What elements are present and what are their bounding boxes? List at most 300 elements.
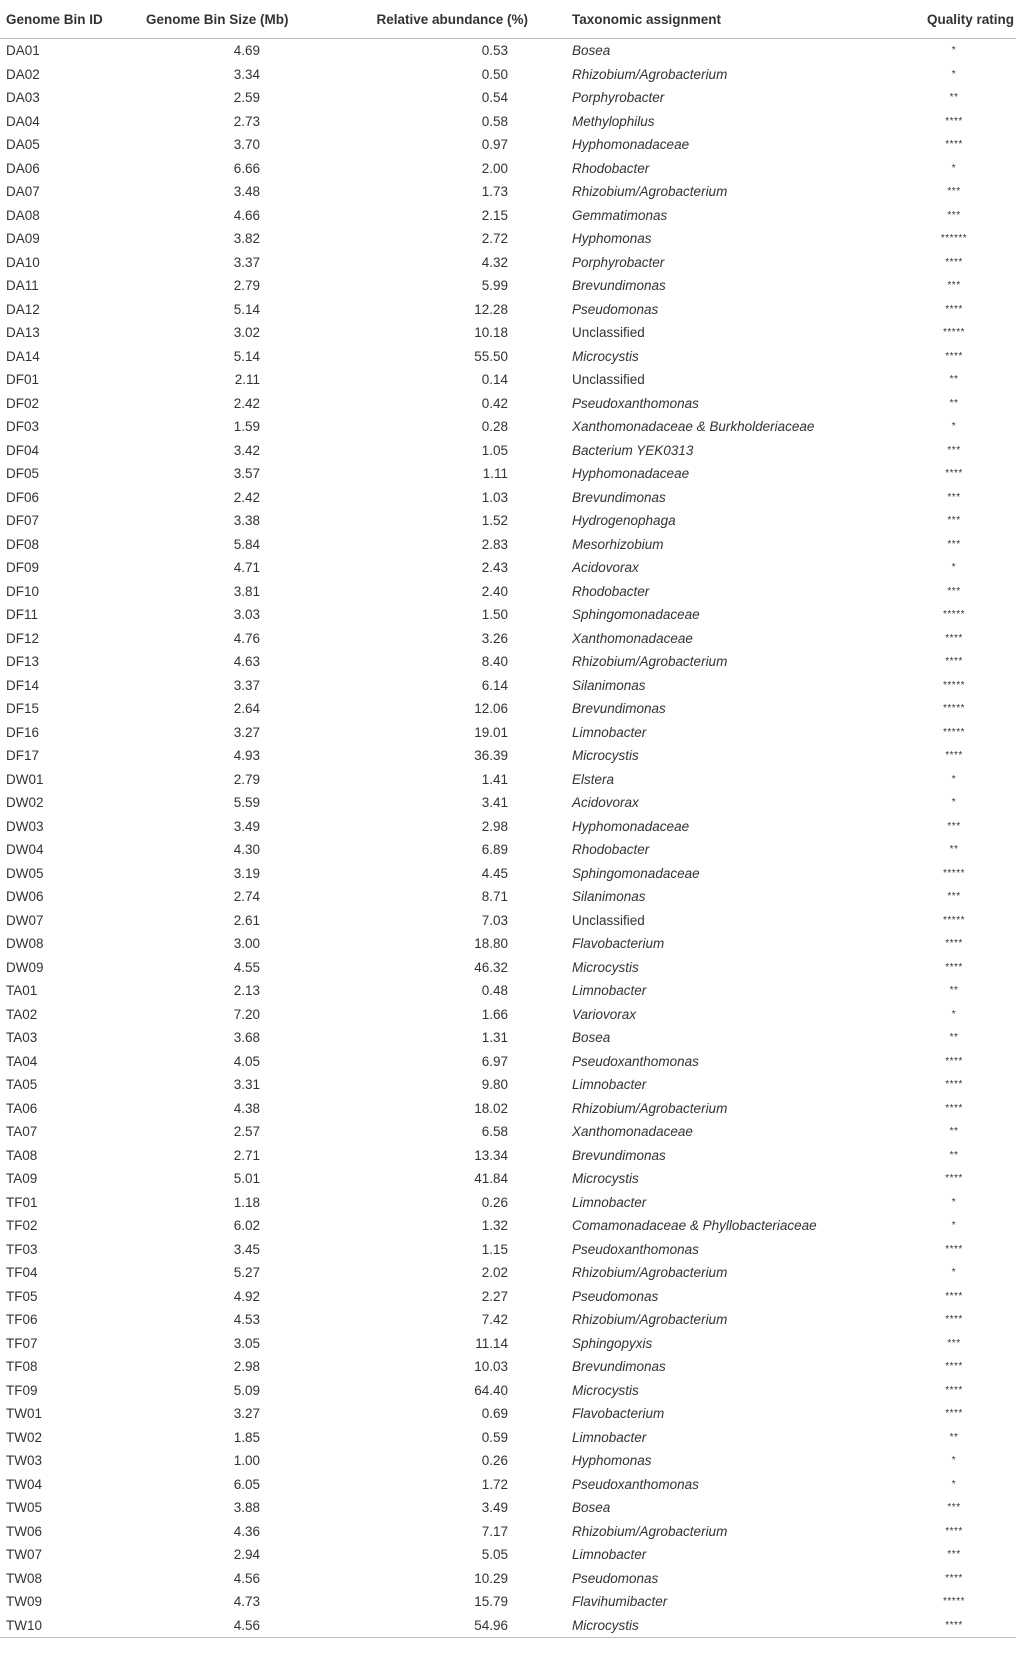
cell-genome-bin-id: TW04: [6, 1476, 43, 1492]
cell-taxonomic-assignment: Porphyrobacter: [572, 90, 665, 105]
cell-genome-bin-id: TW05: [6, 1500, 43, 1515]
cell-genome-bin-id: DA03: [6, 90, 40, 105]
table-row: [0, 1191, 1016, 1215]
cell-genome-bin-size: 2.64: [233, 701, 260, 716]
cell-relative-abundance: 0.28: [481, 419, 508, 434]
cell-genome-bin-id: DW08: [6, 936, 44, 951]
cell-genome-bin-id: TF08: [6, 1359, 38, 1374]
cell-taxonomic-assignment: Limnobacter: [572, 1547, 647, 1562]
table-row: [0, 1308, 1016, 1332]
cell-taxonomic-assignment: Unclassified: [572, 912, 645, 928]
cell-genome-bin-size: 5.27: [233, 1265, 260, 1280]
cell-quality-rating: ****: [945, 1102, 963, 1114]
table-row: [0, 63, 1016, 87]
cell-genome-bin-id: DA02: [6, 66, 40, 82]
table-row: [0, 251, 1016, 275]
table-row: [0, 1261, 1016, 1285]
table-row: [0, 1567, 1016, 1591]
cell-taxonomic-assignment: Hyphomonas: [572, 231, 652, 246]
table-row: [0, 368, 1016, 392]
table-row: [0, 909, 1016, 933]
table-row: [0, 321, 1016, 345]
cell-taxonomic-assignment: Pseudoxanthomonas: [572, 395, 699, 411]
cell-relative-abundance: 46.32: [474, 959, 508, 975]
cell-genome-bin-size: 2.79: [233, 771, 260, 787]
cell-taxonomic-assignment: Gemmatimonas: [572, 207, 668, 223]
cell-taxonomic-assignment: Rhizobium/Agrobacterium: [572, 654, 728, 669]
cell-quality-rating: ****: [945, 1055, 963, 1067]
cell-quality-rating: ***: [947, 1337, 961, 1349]
table-row: [0, 274, 1016, 298]
table-row: [0, 580, 1016, 604]
cell-taxonomic-assignment: Brevundimonas: [572, 701, 666, 716]
cell-genome-bin-id: TW09: [6, 1594, 43, 1609]
cell-taxonomic-assignment: Bacterium YEK0313: [572, 442, 694, 458]
cell-quality-rating: *****: [943, 726, 965, 738]
cell-genome-bin-id: TW03: [6, 1453, 43, 1468]
cell-genome-bin-size: 2.73: [233, 113, 260, 129]
cell-relative-abundance: 0.42: [481, 395, 508, 411]
cell-genome-bin-size: 6.02: [233, 1218, 260, 1233]
cell-quality-rating: ***: [947, 186, 961, 197]
cell-taxonomic-assignment: Rhodobacter: [572, 842, 650, 857]
cell-quality-rating: ***: [947, 538, 961, 550]
cell-quality-rating: ****: [945, 1572, 963, 1584]
table-row: [0, 133, 1016, 157]
cell-relative-abundance: 4.45: [481, 865, 508, 881]
cell-relative-abundance: 1.73: [481, 184, 508, 199]
cell-taxonomic-assignment: Unclassified: [572, 372, 645, 387]
cell-genome-bin-id: TA03: [6, 1030, 38, 1045]
table-row: [0, 1402, 1016, 1426]
cell-quality-rating: *****: [943, 1596, 965, 1607]
table-row: [0, 603, 1016, 627]
table-row: [0, 627, 1016, 651]
cell-genome-bin-size: 5.14: [233, 301, 260, 317]
cell-taxonomic-assignment: Rhodobacter: [572, 583, 650, 599]
cell-genome-bin-id: TF03: [6, 1241, 38, 1257]
cell-genome-bin-size: 2.11: [234, 372, 260, 387]
cell-taxonomic-assignment: Brevundimonas: [572, 489, 666, 505]
cell-quality-rating: ****: [945, 1525, 963, 1537]
cell-genome-bin-size: 3.27: [233, 1406, 260, 1421]
cell-taxonomic-assignment: Hyphomonadaceae: [572, 466, 690, 481]
table-row: [0, 1214, 1016, 1238]
cell-taxonomic-assignment: Hyphomonadaceae: [572, 818, 690, 834]
cell-genome-bin-id: DA12: [6, 301, 40, 317]
cell-genome-bin-id: DA05: [6, 137, 40, 152]
table-row: [0, 1355, 1016, 1379]
cell-relative-abundance: 12.06: [474, 701, 508, 716]
cell-genome-bin-size: 4.05: [233, 1053, 260, 1069]
cell-genome-bin-size: 3.19: [233, 865, 260, 881]
cell-genome-bin-id: DA04: [6, 113, 40, 129]
cell-relative-abundance: 0.97: [481, 137, 508, 152]
cell-genome-bin-id: DF16: [6, 724, 40, 740]
cell-quality-rating: ****: [945, 1079, 963, 1090]
cell-quality-rating: ****: [945, 1314, 963, 1325]
cell-genome-bin-size: 3.88: [233, 1500, 260, 1515]
cell-genome-bin-size: 4.92: [233, 1288, 260, 1304]
cell-relative-abundance: 2.40: [481, 583, 508, 599]
cell-relative-abundance: 19.01: [474, 724, 508, 740]
cell-quality-rating: ***: [947, 491, 961, 503]
cell-relative-abundance: 64.40: [474, 1382, 508, 1398]
table-row: [0, 204, 1016, 228]
table-row: [0, 1050, 1016, 1074]
cell-relative-abundance: 2.27: [481, 1288, 508, 1304]
cell-quality-rating: ****: [945, 1384, 963, 1396]
cell-relative-abundance: 10.29: [474, 1570, 508, 1586]
table-row: [0, 1167, 1016, 1191]
cell-quality-rating: **: [949, 397, 959, 409]
cell-genome-bin-id: DA10: [6, 254, 40, 270]
cell-taxonomic-assignment: Microcystis: [572, 1382, 639, 1398]
cell-relative-abundance: 41.84: [474, 1171, 508, 1186]
cell-genome-bin-size: 2.57: [233, 1124, 260, 1139]
cell-taxonomic-assignment: Bosea: [572, 1500, 611, 1515]
table-row: [0, 509, 1016, 533]
cell-genome-bin-id: DF07: [6, 513, 40, 528]
cell-genome-bin-size: 6.05: [233, 1476, 260, 1492]
table-row: [0, 1332, 1016, 1356]
cell-genome-bin-size: 4.36: [233, 1523, 260, 1539]
table-row: [0, 345, 1016, 369]
cell-quality-rating: *: [951, 773, 957, 785]
cell-taxonomic-assignment: Pseudomonas: [572, 301, 659, 317]
header-genome-bin-id: Genome Bin ID: [0, 0, 140, 39]
cell-genome-bin-size: 6.66: [233, 160, 260, 176]
cell-quality-rating: *: [951, 421, 957, 432]
table-row: [0, 1614, 1016, 1638]
table-row: [0, 1520, 1016, 1544]
table-row: [0, 1543, 1016, 1567]
cell-relative-abundance: 6.89: [481, 842, 508, 857]
cell-relative-abundance: 3.26: [481, 630, 508, 646]
cell-genome-bin-id: TF04: [6, 1265, 38, 1280]
cell-genome-bin-id: TW07: [6, 1547, 43, 1562]
table-row: [0, 110, 1016, 134]
cell-quality-rating: **: [949, 985, 959, 996]
cell-genome-bin-size: 3.00: [233, 936, 260, 951]
cell-relative-abundance: 55.50: [474, 348, 508, 364]
cell-genome-bin-id: TW08: [6, 1570, 43, 1586]
table-row: [0, 227, 1016, 251]
cell-relative-abundance: 18.02: [474, 1100, 508, 1116]
cell-relative-abundance: 0.26: [481, 1194, 508, 1210]
cell-quality-rating: *: [951, 797, 957, 808]
cell-relative-abundance: 1.32: [481, 1218, 508, 1233]
table-row: [0, 392, 1016, 416]
cell-taxonomic-assignment: Bosea: [572, 1030, 611, 1045]
cell-quality-rating: ****: [945, 961, 963, 973]
cell-relative-abundance: 2.72: [481, 231, 508, 246]
cell-taxonomic-assignment: Flavihumibacter: [572, 1594, 668, 1609]
cell-taxonomic-assignment: Microcystis: [572, 348, 639, 364]
cell-genome-bin-size: 4.69: [233, 43, 260, 58]
cell-genome-bin-size: 4.76: [233, 630, 260, 646]
cell-quality-rating: ****: [945, 468, 963, 479]
cell-genome-bin-id: TF06: [6, 1312, 38, 1327]
table-row: [0, 415, 1016, 439]
cell-relative-abundance: 0.59: [481, 1429, 508, 1445]
cell-quality-rating: ***: [947, 444, 961, 456]
cell-quality-rating: *: [951, 1267, 957, 1278]
cell-relative-abundance: 6.97: [481, 1053, 508, 1069]
cell-genome-bin-size: 3.49: [233, 818, 260, 834]
cell-quality-rating: ****: [945, 656, 963, 667]
cell-genome-bin-size: 2.42: [233, 395, 260, 411]
cell-genome-bin-id: DA13: [6, 325, 40, 340]
table-row: [0, 768, 1016, 792]
cell-relative-abundance: 7.03: [481, 912, 508, 928]
cell-genome-bin-size: 5.84: [233, 536, 260, 552]
cell-genome-bin-id: DF05: [6, 466, 40, 481]
cell-quality-rating: *: [951, 45, 957, 56]
cell-genome-bin-id: DA11: [6, 278, 39, 293]
cell-taxonomic-assignment: Unclassified: [572, 325, 645, 340]
cell-relative-abundance: 3.41: [481, 795, 508, 810]
cell-taxonomic-assignment: Hyphomonadaceae: [572, 137, 690, 152]
cell-quality-rating: *: [951, 162, 957, 174]
cell-genome-bin-size: 7.20: [233, 1006, 260, 1022]
cell-relative-abundance: 6.14: [481, 677, 508, 693]
cell-genome-bin-size: 2.42: [233, 489, 260, 505]
cell-relative-abundance: 5.05: [481, 1547, 508, 1562]
cell-quality-rating: *****: [943, 327, 965, 338]
cell-genome-bin-id: DW03: [6, 818, 44, 834]
table-row: [0, 1120, 1016, 1144]
cell-genome-bin-id: DF06: [6, 489, 40, 505]
cell-taxonomic-assignment: Methylophilus: [572, 113, 655, 129]
cell-genome-bin-size: 2.61: [233, 912, 260, 928]
cell-taxonomic-assignment: Flavobacterium: [572, 936, 665, 951]
cell-taxonomic-assignment: Sphingomonadaceae: [572, 865, 700, 881]
cell-genome-bin-size: 2.71: [233, 1147, 260, 1163]
cell-quality-rating: **: [949, 844, 959, 855]
cell-relative-abundance: 3.49: [481, 1500, 508, 1515]
cell-genome-bin-id: TW01: [6, 1406, 43, 1421]
cell-genome-bin-id: TF05: [6, 1288, 38, 1304]
table-row: [0, 650, 1016, 674]
cell-genome-bin-size: 5.59: [233, 795, 260, 810]
cell-quality-rating: **: [949, 1431, 959, 1443]
table-row: [0, 956, 1016, 980]
table-row: [0, 1285, 1016, 1309]
cell-genome-bin-id: TA08: [6, 1147, 38, 1163]
cell-relative-abundance: 1.72: [481, 1476, 508, 1492]
cell-relative-abundance: 10.18: [474, 325, 508, 340]
cell-taxonomic-assignment: Rhizobium/Agrobacterium: [572, 1523, 728, 1539]
cell-genome-bin-size: 3.03: [233, 607, 260, 622]
cell-relative-abundance: 0.14: [481, 372, 508, 387]
cell-relative-abundance: 15.79: [474, 1594, 508, 1609]
cell-quality-rating: ***: [947, 1502, 961, 1513]
cell-taxonomic-assignment: Limnobacter: [572, 1194, 647, 1210]
cell-taxonomic-assignment: Rhizobium/Agrobacterium: [572, 66, 728, 82]
cell-genome-bin-size: 3.37: [233, 254, 260, 270]
cell-quality-rating: **: [949, 1032, 959, 1043]
table-row: [0, 744, 1016, 768]
table-header-row: [0, 0, 1016, 39]
cell-genome-bin-size: 5.09: [233, 1382, 260, 1398]
cell-genome-bin-size: 4.71: [233, 560, 260, 575]
cell-quality-rating: ****: [945, 256, 963, 268]
cell-taxonomic-assignment: Microcystis: [572, 959, 639, 975]
table-row: [0, 979, 1016, 1003]
cell-quality-rating: **: [949, 1126, 959, 1137]
table-row: [0, 533, 1016, 557]
cell-genome-bin-size: 3.57: [233, 466, 260, 481]
cell-relative-abundance: 4.32: [481, 254, 508, 270]
cell-relative-abundance: 0.26: [481, 1453, 508, 1468]
header-genome-bin-size: Genome Bin Size (Mb): [140, 0, 320, 39]
cell-genome-bin-id: TA04: [6, 1053, 38, 1069]
cell-genome-bin-id: DA01: [6, 43, 40, 58]
cell-quality-rating: ***: [947, 515, 961, 526]
cell-relative-abundance: 0.58: [481, 113, 508, 129]
cell-genome-bin-id: DA14: [6, 348, 40, 364]
cell-relative-abundance: 2.00: [481, 160, 508, 176]
cell-genome-bin-size: 3.37: [233, 677, 260, 693]
cell-genome-bin-id: DW05: [6, 865, 44, 881]
cell-taxonomic-assignment: Variovorax: [572, 1006, 637, 1022]
cell-relative-abundance: 1.05: [481, 442, 508, 458]
cell-genome-bin-id: TW06: [6, 1523, 43, 1539]
cell-quality-rating: *****: [943, 609, 965, 620]
cell-genome-bin-size: 3.38: [233, 513, 260, 528]
cell-relative-abundance: 1.11: [482, 466, 508, 481]
cell-relative-abundance: 0.54: [481, 90, 508, 105]
table-row: [0, 556, 1016, 580]
cell-quality-rating: **: [949, 1149, 959, 1161]
cell-taxonomic-assignment: Acidovorax: [572, 795, 639, 810]
cell-genome-bin-size: 1.59: [233, 419, 260, 434]
cell-relative-abundance: 6.58: [481, 1124, 508, 1139]
cell-quality-rating: *: [951, 562, 957, 573]
table-row: [0, 1496, 1016, 1520]
cell-taxonomic-assignment: Microcystis: [572, 748, 639, 763]
cell-taxonomic-assignment: Xanthomonadaceae & Burkholderiaceae: [572, 419, 815, 434]
cell-genome-bin-id: TA07: [6, 1124, 38, 1139]
cell-relative-abundance: 13.34: [474, 1147, 508, 1163]
cell-taxonomic-assignment: Pseudomonas: [572, 1288, 659, 1304]
cell-taxonomic-assignment: Silanimonas: [572, 677, 646, 693]
cell-relative-abundance: 0.69: [481, 1406, 508, 1421]
cell-relative-abundance: 1.41: [481, 771, 508, 787]
cell-genome-bin-size: 3.68: [233, 1030, 260, 1045]
table-row: [0, 1379, 1016, 1403]
cell-taxonomic-assignment: Rhodobacter: [572, 160, 650, 176]
cell-quality-rating: ****: [945, 1408, 963, 1419]
cell-genome-bin-id: DF15: [6, 701, 40, 716]
cell-quality-rating: ***: [947, 209, 961, 221]
cell-genome-bin-id: TW02: [6, 1429, 43, 1445]
cell-genome-bin-size: 1.00: [233, 1453, 260, 1468]
cell-genome-bin-size: 2.74: [233, 889, 260, 904]
cell-genome-bin-id: DF14: [6, 677, 40, 693]
cell-quality-rating: ******: [940, 233, 968, 244]
cell-quality-rating: *: [951, 68, 957, 80]
table-row: [0, 1590, 1016, 1614]
cell-relative-abundance: 2.98: [481, 818, 508, 834]
cell-relative-abundance: 11.14: [475, 1335, 508, 1351]
cell-relative-abundance: 2.43: [481, 560, 508, 575]
table-row: [0, 39, 1016, 63]
cell-relative-abundance: 9.80: [481, 1077, 508, 1092]
cell-genome-bin-id: DA06: [6, 160, 40, 176]
cell-genome-bin-size: 3.27: [233, 724, 260, 740]
cell-taxonomic-assignment: Comamonadaceae & Phyllobacteriaceae: [572, 1218, 817, 1233]
table-row: [0, 721, 1016, 745]
cell-genome-bin-id: DF03: [6, 419, 40, 434]
cell-taxonomic-assignment: Rhizobium/Agrobacterium: [572, 1265, 728, 1280]
table-row: [0, 791, 1016, 815]
table-row: [0, 862, 1016, 886]
cell-genome-bin-id: TA05: [6, 1077, 38, 1092]
cell-genome-bin-size: 4.93: [233, 748, 260, 763]
cell-genome-bin-size: 4.53: [233, 1312, 260, 1327]
cell-genome-bin-size: 2.94: [233, 1547, 260, 1562]
cell-genome-bin-size: 1.18: [233, 1194, 260, 1210]
cell-taxonomic-assignment: Acidovorax: [572, 560, 639, 575]
table-row: [0, 1144, 1016, 1168]
cell-quality-rating: ***: [947, 1549, 961, 1560]
cell-relative-abundance: 2.83: [481, 536, 508, 552]
cell-relative-abundance: 7.42: [481, 1312, 508, 1327]
cell-taxonomic-assignment: Brevundimonas: [572, 278, 666, 293]
cell-genome-bin-size: 3.05: [233, 1335, 260, 1351]
cell-genome-bin-size: 3.48: [233, 184, 260, 199]
cell-taxonomic-assignment: Sphingopyxis: [572, 1335, 653, 1351]
cell-genome-bin-size: 4.56: [233, 1570, 260, 1586]
table-body: [0, 39, 1016, 1638]
cell-quality-rating: *****: [943, 703, 965, 714]
cell-genome-bin-id: DW01: [6, 771, 44, 787]
cell-taxonomic-assignment: Elstera: [572, 771, 615, 787]
table-row: [0, 439, 1016, 463]
cell-genome-bin-id: DW06: [6, 889, 44, 904]
cell-taxonomic-assignment: Microcystis: [560, 1614, 886, 1638]
cell-genome-bin-size: 3.34: [233, 66, 260, 82]
cell-quality-rating: ****: [945, 1173, 963, 1184]
cell-taxonomic-assignment: Bosea: [572, 43, 611, 58]
table-row: [0, 697, 1016, 721]
table-row: [0, 885, 1016, 909]
cell-genome-bin-size: 4.55: [233, 959, 260, 975]
cell-relative-abundance: 0.53: [481, 43, 508, 58]
header-quality-rating: Quality rating: [886, 0, 1016, 39]
cell-quality-rating: **: [949, 374, 959, 385]
cell-quality-rating: ****: [886, 1614, 1016, 1638]
cell-relative-abundance: 36.39: [474, 748, 508, 763]
cell-genome-bin-size: 5.01: [233, 1171, 260, 1186]
table-row: [0, 1097, 1016, 1121]
cell-genome-bin-size: 3.02: [233, 325, 260, 340]
cell-genome-bin-id: TF02: [6, 1218, 38, 1233]
cell-genome-bin-size: 2.79: [233, 278, 260, 293]
cell-quality-rating: ***: [947, 891, 961, 902]
cell-genome-bin-size: 4.63: [233, 654, 260, 669]
cell-genome-bin-id: TW10: [0, 1614, 140, 1638]
cell-genome-bin-id: DW02: [6, 795, 44, 810]
cell-genome-bin-size: 4.73: [233, 1594, 260, 1609]
cell-genome-bin-id: DW07: [6, 912, 44, 928]
cell-genome-bin-id: TA09: [6, 1171, 38, 1186]
table-row: [0, 86, 1016, 110]
cell-genome-bin-size: 4.56: [140, 1614, 320, 1638]
cell-genome-bin-id: TA02: [6, 1006, 38, 1022]
